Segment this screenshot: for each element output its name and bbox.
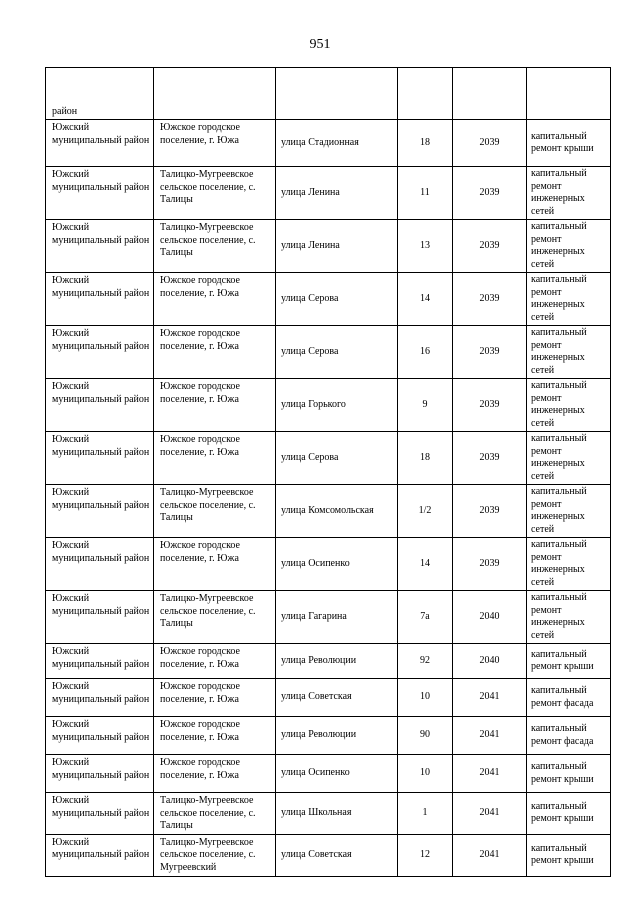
cell-work: капитальный ремонт крыши <box>527 755 611 793</box>
cell-year: 2041 <box>453 755 527 793</box>
table-row <box>46 644 611 679</box>
cell-house: 10 <box>398 755 453 793</box>
cell-year: 2039 <box>453 220 527 273</box>
cell-district: район <box>46 68 154 120</box>
cell-district: Южский муниципальный район <box>46 679 154 717</box>
cell-district: Южский муниципальный район <box>46 379 154 432</box>
cell-year: 2040 <box>453 644 527 679</box>
cell-district: Южский муниципальный район <box>46 644 154 679</box>
cell-street: улица Горького <box>276 379 398 432</box>
table-row <box>46 538 611 591</box>
cell-district: Южский муниципальный район <box>46 326 154 379</box>
cell-work: капитальный ремонт инженерных сетей <box>527 273 611 326</box>
cell-house: 90 <box>398 717 453 755</box>
table-row <box>46 485 611 538</box>
cell-work: капитальный ремонт фасада <box>527 679 611 717</box>
cell-house: 11 <box>398 167 453 220</box>
table-row <box>46 834 611 876</box>
cell-street: улица Серова <box>276 326 398 379</box>
cell-house: 1/2 <box>398 485 453 538</box>
cell-district: Южский муниципальный район <box>46 167 154 220</box>
cell-year: 2039 <box>453 538 527 591</box>
cell-settlement: Южское городское поселение, г. Южа <box>154 326 276 379</box>
cell-year: 2039 <box>453 432 527 485</box>
cell-settlement: Талицко-Мугреевское сельское поселение, с. Мугреевский <box>154 834 276 876</box>
cell-work: капитальный ремонт инженерных сетей <box>527 220 611 273</box>
cell-street: улица Революции <box>276 644 398 679</box>
cell-street: улица Комсомольская <box>276 485 398 538</box>
cell-street: улица Школьная <box>276 793 398 835</box>
cell-street: улица Гагарина <box>276 591 398 644</box>
cell-street: улица Советская <box>276 679 398 717</box>
cell-work: капитальный ремонт инженерных сетей <box>527 326 611 379</box>
cell-district: Южский муниципальный район <box>46 538 154 591</box>
cell-settlement: Южское городское поселение, г. Южа <box>154 755 276 793</box>
cell-district: Южский муниципальный район <box>46 755 154 793</box>
cell-district: Южский муниципальный район <box>46 834 154 876</box>
cell-work: капитальный ремонт инженерных сетей <box>527 591 611 644</box>
cell-house: 14 <box>398 273 453 326</box>
cell-year: 2039 <box>453 379 527 432</box>
cell-district: Южский муниципальный район <box>46 793 154 835</box>
cell-settlement: Южское городское поселение, г. Южа <box>154 644 276 679</box>
cell-house: 7а <box>398 591 453 644</box>
page-number: 951 <box>309 37 331 52</box>
cell-work: капитальный ремонт инженерных сетей <box>527 379 611 432</box>
cell-house: 1 <box>398 793 453 835</box>
cell-settlement <box>154 68 276 120</box>
cell-district: Южский муниципальный район <box>46 273 154 326</box>
cell-street: улица Стадионная <box>276 120 398 167</box>
cell-house: 16 <box>398 326 453 379</box>
cell-house <box>398 68 453 120</box>
cell-year <box>453 68 527 120</box>
table-row <box>46 755 611 793</box>
cell-settlement: Южское городское поселение, г. Южа <box>154 273 276 326</box>
cell-street: улица Осипенко <box>276 538 398 591</box>
table-row <box>46 167 611 220</box>
cell-work: капитальный ремонт крыши <box>527 644 611 679</box>
table-row <box>46 220 611 273</box>
cell-year: 2039 <box>453 485 527 538</box>
cell-house: 13 <box>398 220 453 273</box>
table-row-continuation <box>46 68 611 120</box>
cell-house: 9 <box>398 379 453 432</box>
cell-year: 2041 <box>453 679 527 717</box>
cell-street <box>276 68 398 120</box>
table-row <box>46 273 611 326</box>
cell-house: 12 <box>398 834 453 876</box>
cell-work <box>527 68 611 120</box>
cell-year: 2039 <box>453 120 527 167</box>
cell-settlement: Южское городское поселение, г. Южа <box>154 120 276 167</box>
cell-settlement: Южское городское поселение, г. Южа <box>154 679 276 717</box>
cell-work: капитальный ремонт крыши <box>527 793 611 835</box>
repair-schedule-table <box>45 67 611 877</box>
cell-settlement: Талицко-Мугреевское сельское поселение, с. Талицы <box>154 485 276 538</box>
table-body <box>46 68 611 877</box>
cell-house: 14 <box>398 538 453 591</box>
cell-year: 2039 <box>453 167 527 220</box>
cell-work: капитальный ремонт крыши <box>527 834 611 876</box>
cell-house: 10 <box>398 679 453 717</box>
table-row <box>46 379 611 432</box>
cell-settlement: Талицко-Мугреевское сельское поселение, с. Талицы <box>154 793 276 835</box>
cell-street: улица Ленина <box>276 220 398 273</box>
table-row <box>46 793 611 835</box>
cell-year: 2041 <box>453 717 527 755</box>
cell-district: Южский муниципальный район <box>46 432 154 485</box>
cell-settlement: Южское городское поселение, г. Южа <box>154 538 276 591</box>
cell-year: 2039 <box>453 326 527 379</box>
table-row <box>46 717 611 755</box>
table-row <box>46 432 611 485</box>
table-row <box>46 679 611 717</box>
cell-house: 92 <box>398 644 453 679</box>
cell-house: 18 <box>398 120 453 167</box>
cell-settlement: Южское городское поселение, г. Южа <box>154 432 276 485</box>
cell-house: 18 <box>398 432 453 485</box>
cell-district: Южский муниципальный район <box>46 485 154 538</box>
cell-settlement: Южское городское поселение, г. Южа <box>154 379 276 432</box>
table-row <box>46 326 611 379</box>
cell-year: 2041 <box>453 793 527 835</box>
cell-district: Южский муниципальный район <box>46 220 154 273</box>
cell-work: капитальный ремонт крыши <box>527 120 611 167</box>
cell-settlement: Талицко-Мугреевское сельское поселение, с. Талицы <box>154 220 276 273</box>
cell-settlement: Южское городское поселение, г. Южа <box>154 717 276 755</box>
cell-work: капитальный ремонт инженерных сетей <box>527 432 611 485</box>
cell-district: Южский муниципальный район <box>46 591 154 644</box>
table-row <box>46 120 611 167</box>
cell-street: улица Осипенко <box>276 755 398 793</box>
cell-settlement: Талицко-Мугреевское сельское поселение, с. Талицы <box>154 167 276 220</box>
cell-year: 2040 <box>453 591 527 644</box>
cell-work: капитальный ремонт инженерных сетей <box>527 167 611 220</box>
cell-street: улица Ленина <box>276 167 398 220</box>
cell-street: улица Серова <box>276 273 398 326</box>
cell-work: капитальный ремонт инженерных сетей <box>527 538 611 591</box>
cell-work: капитальный ремонт фасада <box>527 717 611 755</box>
cell-district: Южский муниципальный район <box>46 120 154 167</box>
cell-street: улица Революции <box>276 717 398 755</box>
cell-street: улица Советская <box>276 834 398 876</box>
cell-work: капитальный ремонт инженерных сетей <box>527 485 611 538</box>
cell-year: 2041 <box>453 834 527 876</box>
cell-district: Южский муниципальный район <box>46 717 154 755</box>
cell-street: улица Серова <box>276 432 398 485</box>
cell-year: 2039 <box>453 273 527 326</box>
table-row <box>46 591 611 644</box>
cell-settlement: Талицко-Мугреевское сельское поселение, с. Талицы <box>154 591 276 644</box>
